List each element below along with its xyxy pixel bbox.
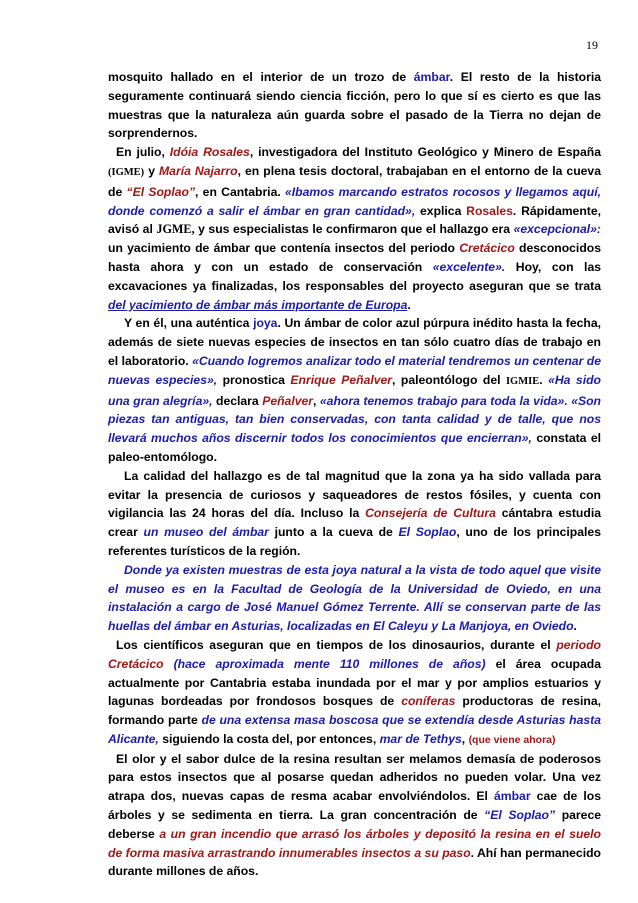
paragraph-3: [108, 314, 601, 466]
person-rosales-2: Rosales: [466, 203, 513, 218]
highlight-amber-2: ámbar: [493, 789, 531, 804]
quote-excepcional: «excepcional»:: [513, 222, 601, 237]
text-run: , investigadora del Instituto Geológico y Minero de España: [249, 145, 602, 160]
acronym-igme: (IGME): [108, 166, 145, 178]
text-run: , paleontólogo del: [392, 372, 506, 387]
text-run: [164, 657, 174, 671]
term-cretacico: Cretácico: [459, 241, 515, 256]
paragraph-5: [108, 561, 601, 636]
text-run: ,: [461, 731, 469, 746]
text-run: , en plena tesis doctoral, trabajaban en el entorno de la cueva de: [108, 163, 601, 199]
quote-alegria: «Ha sido una gran alegría»,: [108, 372, 601, 408]
text-run: . El resto de la historia seguramente continuará siendo ciencia ficción, pero lo que sí es cierto es que las muestras que la naturaleza aún guarda sobre el pasado de la Tierra no dejan de sorprendernos.: [108, 70, 601, 141]
paragraph-museo-oviedo: Donde ya existen muestras de esta joya natural a la vista de todo aquel que visite el museo es en la Facultad de Geología de la Universidad de Oviedo, en una instalación a cargo de José Manuel Gómez Terrente. Allí se conservan parte de las huellas del ámbar en Asturias, localizadas en El Caleyu y La Manjoya, en Oviedo: [108, 562, 601, 634]
text-run: , uno de los principales referentes turísticos de la región.: [108, 525, 601, 558]
place-soplao: “El Soplao”: [126, 184, 196, 199]
text-run: . Rápidamente, avisó al: [108, 203, 601, 237]
person-rosales: Idóia Rosales: [169, 145, 250, 160]
text-run: declara: [212, 393, 263, 408]
text-run: y: [144, 163, 160, 178]
highlight-masa-boscosa: de una extensa masa boscosa que se extendía desde Asturias hasta Alicante,: [108, 713, 601, 746]
person-penalver-2: Peñalver: [262, 393, 314, 408]
text-run: pronostica: [217, 372, 291, 387]
person-penalver: Enrique Peñalver: [290, 372, 393, 387]
note-millones-anos: (hace aproximada mente 110 millones de años): [173, 656, 486, 671]
quote-excelente: «excelente».: [432, 259, 506, 274]
acronym-igmie: IGMIE: [505, 375, 540, 387]
paragraph-7: [108, 750, 601, 882]
text-run: .: [539, 372, 549, 387]
text-run: el área ocupada actualmente por Cantabria estaba inundada por el mar y por amplios estuarios y lagunas bordeadas por frondosos bosques de: [108, 656, 602, 709]
paragraph-4: [108, 467, 601, 561]
person-najarro: María Najarro: [159, 163, 238, 178]
text-run: productoras de resina, formando parte: [108, 694, 602, 728]
text-run: ,: [313, 393, 320, 408]
text-run: Los científicos aseguran que en tiempos de los dinosaurios, durante el: [116, 637, 557, 652]
text-run: parece deberse: [108, 808, 602, 841]
place-tethys: mar de Tethys: [379, 731, 462, 746]
text-run: En julio,: [116, 145, 170, 160]
text-run: desconocidos hasta ahora y con un estado de conservación: [108, 241, 601, 274]
quote-rosales: «Ibamos marcando estratos rocosos y llegamos aquí, donde comenzó a salir el ámbar en gran cantidad»,: [108, 184, 602, 218]
text-run: un yacimiento de ámbar que contenía insectos del periodo: [108, 241, 460, 256]
text-run: . Un ámbar de color azul púrpura inédito hasta la fecha, además de siete nuevas especies de insectos en tan sólo cuatro días de trabajo en el laboratorio.: [108, 316, 601, 368]
text-run: siguiendo la costa del, por entonces,: [158, 731, 380, 746]
highlight-amber: ámbar: [413, 70, 450, 84]
text-run: Y en él, una auténtica: [124, 316, 254, 331]
org-consejeria: Consejería de Cultura: [365, 506, 496, 521]
note-viene-ahora: (que viene ahora): [468, 733, 556, 746]
page-number: 19: [586, 38, 598, 52]
text-run: . Ahí han permanecido durante millones de años.: [108, 845, 601, 879]
highlight-joya: joya: [253, 316, 278, 331]
term-periodo-cretacico: periodo Cretácico: [108, 637, 601, 671]
highlight-yacimiento: del yacimiento de ámbar más importante de Europa: [108, 297, 408, 312]
text-run: La calidad del hallazgo es de tal magnitud que la zona ya ha sido vallada para evitar la presencia de curiosos y saqueadores de restos fósiles, y cuenta con vigilancia las 24 horas del día. Incluso la: [108, 468, 601, 521]
text-run: Hoy, con las excavaciones ya finalizadas, los responsables del proyecto aseguran que se trata: [108, 259, 601, 293]
acronym-jgme: JGME,: [156, 222, 195, 237]
term-coniferas: coníferas: [401, 694, 456, 709]
quote-penalver-1: «Cuando logremos analizar todo el material tendremos un centenar de nuevas especies»,: [108, 353, 601, 387]
paragraph-2: [108, 143, 601, 314]
text-run: cae de los árboles y se sedimenta en tierra. La gran concentración de: [108, 789, 601, 823]
text-run: mosquito hallado en el interior de un trozo de: [108, 70, 414, 84]
text-run: explica: [415, 203, 467, 218]
text-run: , en Cantabria.: [195, 184, 285, 199]
place-soplao-3: “El Soplao”: [484, 808, 556, 823]
text-run: cántabra estudia crear: [108, 506, 601, 540]
place-soplao-2: El Soplao: [398, 525, 457, 540]
text-run: y sus especialistas le confirmaron que el hallazgo era: [194, 222, 514, 237]
text-run: El olor y el sabor dulce de la resina resultan ser melamos demasía de poderosos para estos insectos que al posarse quedan adheridos no pueden volar. Una vez atrapa dos, nuevas capas de resma acabar envolviéndolos. El: [108, 751, 601, 804]
paragraph-6: [108, 636, 601, 750]
article-body: [108, 68, 601, 881]
text-run: .: [573, 619, 577, 634]
text-run: junto a la cueva de: [268, 525, 399, 540]
paragraph-1: [108, 68, 601, 143]
text-run: constata el paleo-entomólogo.: [108, 431, 601, 464]
text-run: .: [407, 297, 411, 312]
highlight-incendio: a un gran incendio que arrasó los árboles y depositó la resina en el suelo de forma masiva arrastrando innumerables insectos a su paso: [108, 826, 601, 860]
highlight-museo: un museo del ámbar: [143, 525, 269, 540]
quote-penalver-2: «ahora tenemos trabajo para toda la vida». «Son piezas tan antiguas, tan bien conservadas, con tanta calidad y de talle, que nos llevará muchos años discernir todos los conocimientos que encierran»,: [108, 393, 601, 446]
